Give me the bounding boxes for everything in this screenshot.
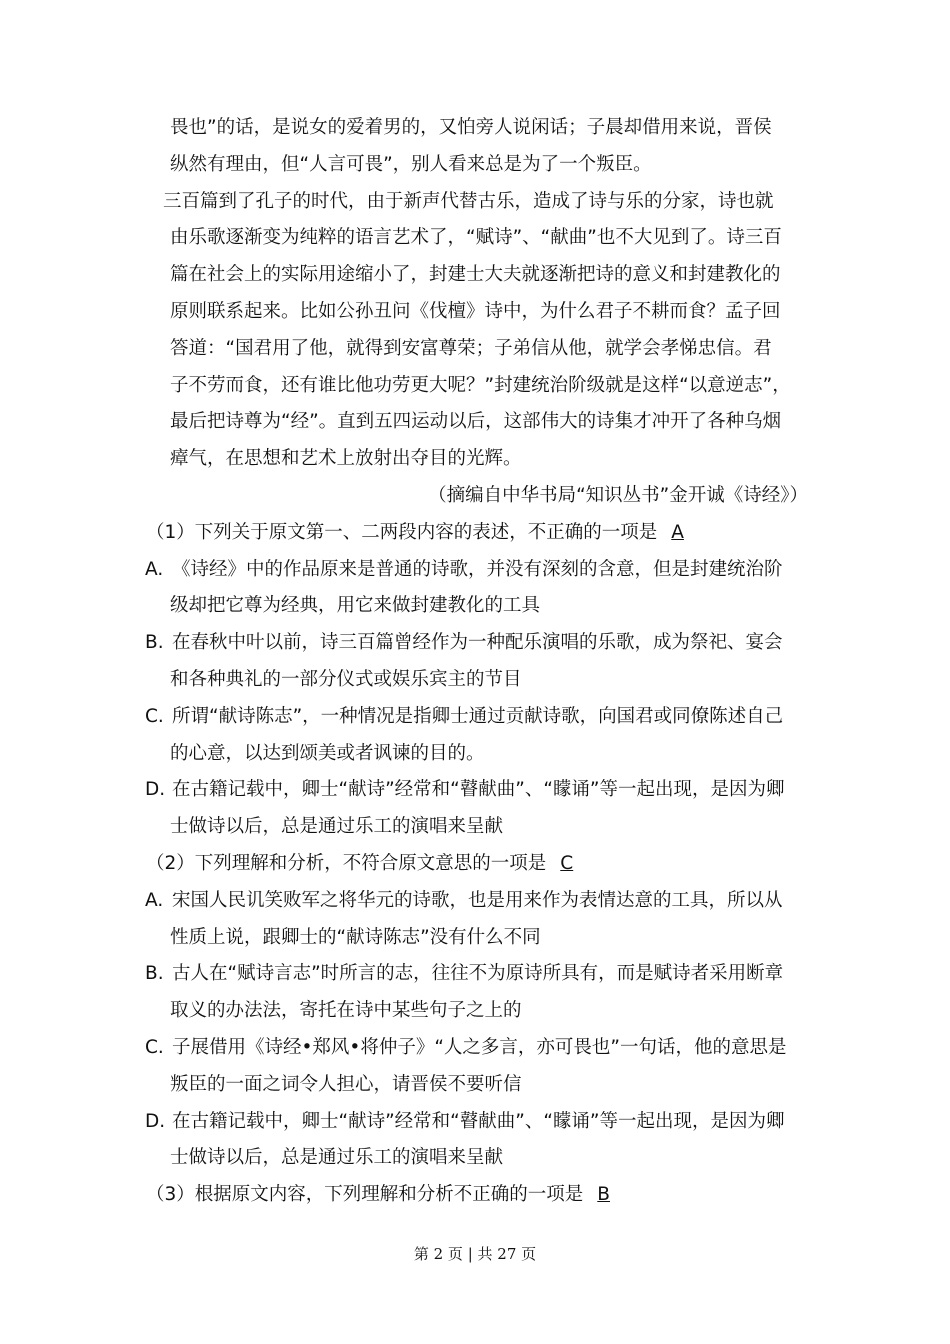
option-text: 子展借用《诗经•郑风•将仲子》“人之多言，亦可畏也”一句话，他的意思是 <box>172 1037 787 1058</box>
option-line <box>145 705 783 729</box>
option-text: 在古籍记载中，卿士“献诗”经常和“瞽献曲”、“矇诵”等一起出现，是因为卿 <box>172 779 785 800</box>
passage-line <box>170 153 652 177</box>
option-label: B. <box>145 632 164 653</box>
option-line <box>170 999 522 1023</box>
option-label: D. <box>145 779 166 800</box>
option-label: B. <box>145 963 164 984</box>
passage-line-text: 最后把诗尊为“经”。直到五四运动以后，这部伟大的诗集才冲开了各种乌烟 <box>170 411 782 432</box>
option-line-text: 性质上说，跟卿士的“献诗陈志”没有什么不同 <box>170 927 541 948</box>
passage-line-text: 子不劳而食，还有谁比他功劳更大呢？”封建统治阶级就是这样“以意逆志”， <box>170 375 791 396</box>
question-stem-text: （2）下列理解和分析，不符合原文意思的一项是 <box>146 853 547 874</box>
passage-line-text: 由乐歌逐渐变为纯粹的语言艺术了，“赋诗”、“献曲”也不大见到了。诗三百 <box>170 227 782 248</box>
option-line-text: 级却把它尊为经典，用它来做封建教化的工具 <box>170 595 541 616</box>
option-line <box>170 1073 522 1097</box>
option-line-text: 士做诗以后，总是通过乐工的演唱来呈献 <box>170 816 504 837</box>
option-line <box>145 962 783 986</box>
passage-line-text: 答道：“国君用了他，就得到安富尊荣；子弟信从他，就学会孝悌忠信。君 <box>170 338 772 359</box>
option-line-text: 取义的办法法，寄托在诗中某些句子之上的 <box>170 1000 522 1021</box>
option-label: C. <box>145 706 164 727</box>
option-line <box>145 1036 787 1060</box>
option-label: A. <box>145 890 164 911</box>
answer-blank: C <box>560 853 574 874</box>
passage-line <box>170 337 772 361</box>
passage-line <box>170 263 781 287</box>
question-stem-text: （1）下列关于原文第一、二两段内容的表述，不正确的一项是 <box>146 522 658 543</box>
passage-line-text: 三百篇到了孔子的时代，由于新声代替古乐，造成了诗与乐的分家，诗也就 <box>163 191 774 212</box>
option-text: 在古籍记载中，卿士“献诗”经常和“瞽献曲”、“矇诵”等一起出现，是因为卿 <box>172 1111 785 1132</box>
option-line <box>145 631 783 655</box>
option-text: 宋国人民讥笑败军之将华元的诗歌，也是用来作为表情达意的工具，所以从 <box>172 890 783 911</box>
passage-line-text: 篇在社会上的实际用途缩小了，封建士大夫就逐渐把诗的意义和封建教化的 <box>170 264 781 285</box>
option-line-text: 和各种典礼的一部分仪式或娱乐宾主的节目 <box>170 669 522 690</box>
option-line-text: 士做诗以后，总是通过乐工的演唱来呈献 <box>170 1147 504 1168</box>
option-text: 所谓“献诗陈志”，一种情况是指卿士通过贡献诗歌，向国君或同僚陈述自己 <box>172 706 784 727</box>
page-footer: 第 2 页 | 共 27 页 <box>413 1245 537 1263</box>
passage-line <box>170 447 522 471</box>
question-stem <box>146 521 684 545</box>
answer-blank: A <box>671 522 684 543</box>
passage-line-text: 纵然有理由，但“人言可畏”，别人看来总是为了一个叛臣。 <box>170 154 652 175</box>
option-line-text: 的心意，以达到颂美或者讽谏的目的。 <box>170 743 485 764</box>
passage-line <box>163 190 774 214</box>
option-line <box>170 815 503 839</box>
option-line <box>170 1146 503 1170</box>
question-stem <box>146 1183 610 1207</box>
passage-line <box>170 374 791 398</box>
option-line <box>170 594 540 618</box>
question-stem-text: （3）根据原文内容，下列理解和分析不正确的一项是 <box>146 1184 584 1205</box>
passage-line-text: 瘴气，在思想和艺术上放射出夺目的光辉。 <box>170 448 522 469</box>
option-line <box>145 778 785 802</box>
attribution <box>428 484 808 508</box>
passage-line-text: 原则联系起来。比如公孙丑问《伐檀》诗中，为什么君子不耕而食？孟子回 <box>170 301 781 322</box>
option-label: A. <box>145 559 164 580</box>
passage-line-text: 畏也”的话，是说女的爱着男的，又怕旁人说闲话；子晨却借用来说，晋侯 <box>170 117 772 138</box>
option-line <box>170 926 541 950</box>
passage-line <box>170 410 781 434</box>
passage-line <box>170 300 781 324</box>
attribution-text: （摘编自中华书局“知识丛书”金开诚《诗经》） <box>428 485 808 506</box>
option-label: C. <box>145 1037 164 1058</box>
question-stem <box>146 852 573 876</box>
option-text: 古人在“赋诗言志”时所言的志，往往不为原诗所具有，而是赋诗者采用断章 <box>172 963 784 984</box>
option-line <box>170 668 522 692</box>
option-label: D. <box>145 1111 166 1132</box>
passage-line <box>170 116 772 140</box>
option-line <box>145 558 783 582</box>
option-line <box>145 1110 785 1134</box>
option-line <box>145 889 783 913</box>
option-text: 在春秋中叶以前，诗三百篇曾经作为一种配乐演唱的乐歌，成为祭祀、宴会 <box>172 632 783 653</box>
option-line-text: 叛臣的一面之词令人担心，请晋侯不要听信 <box>170 1074 522 1095</box>
option-line <box>170 742 485 766</box>
passage-line <box>170 226 782 250</box>
option-text: 《诗经》中的作品原来是普通的诗歌，并没有深刻的含意，但是封建统治阶 <box>172 559 783 580</box>
answer-blank: B <box>597 1184 610 1205</box>
